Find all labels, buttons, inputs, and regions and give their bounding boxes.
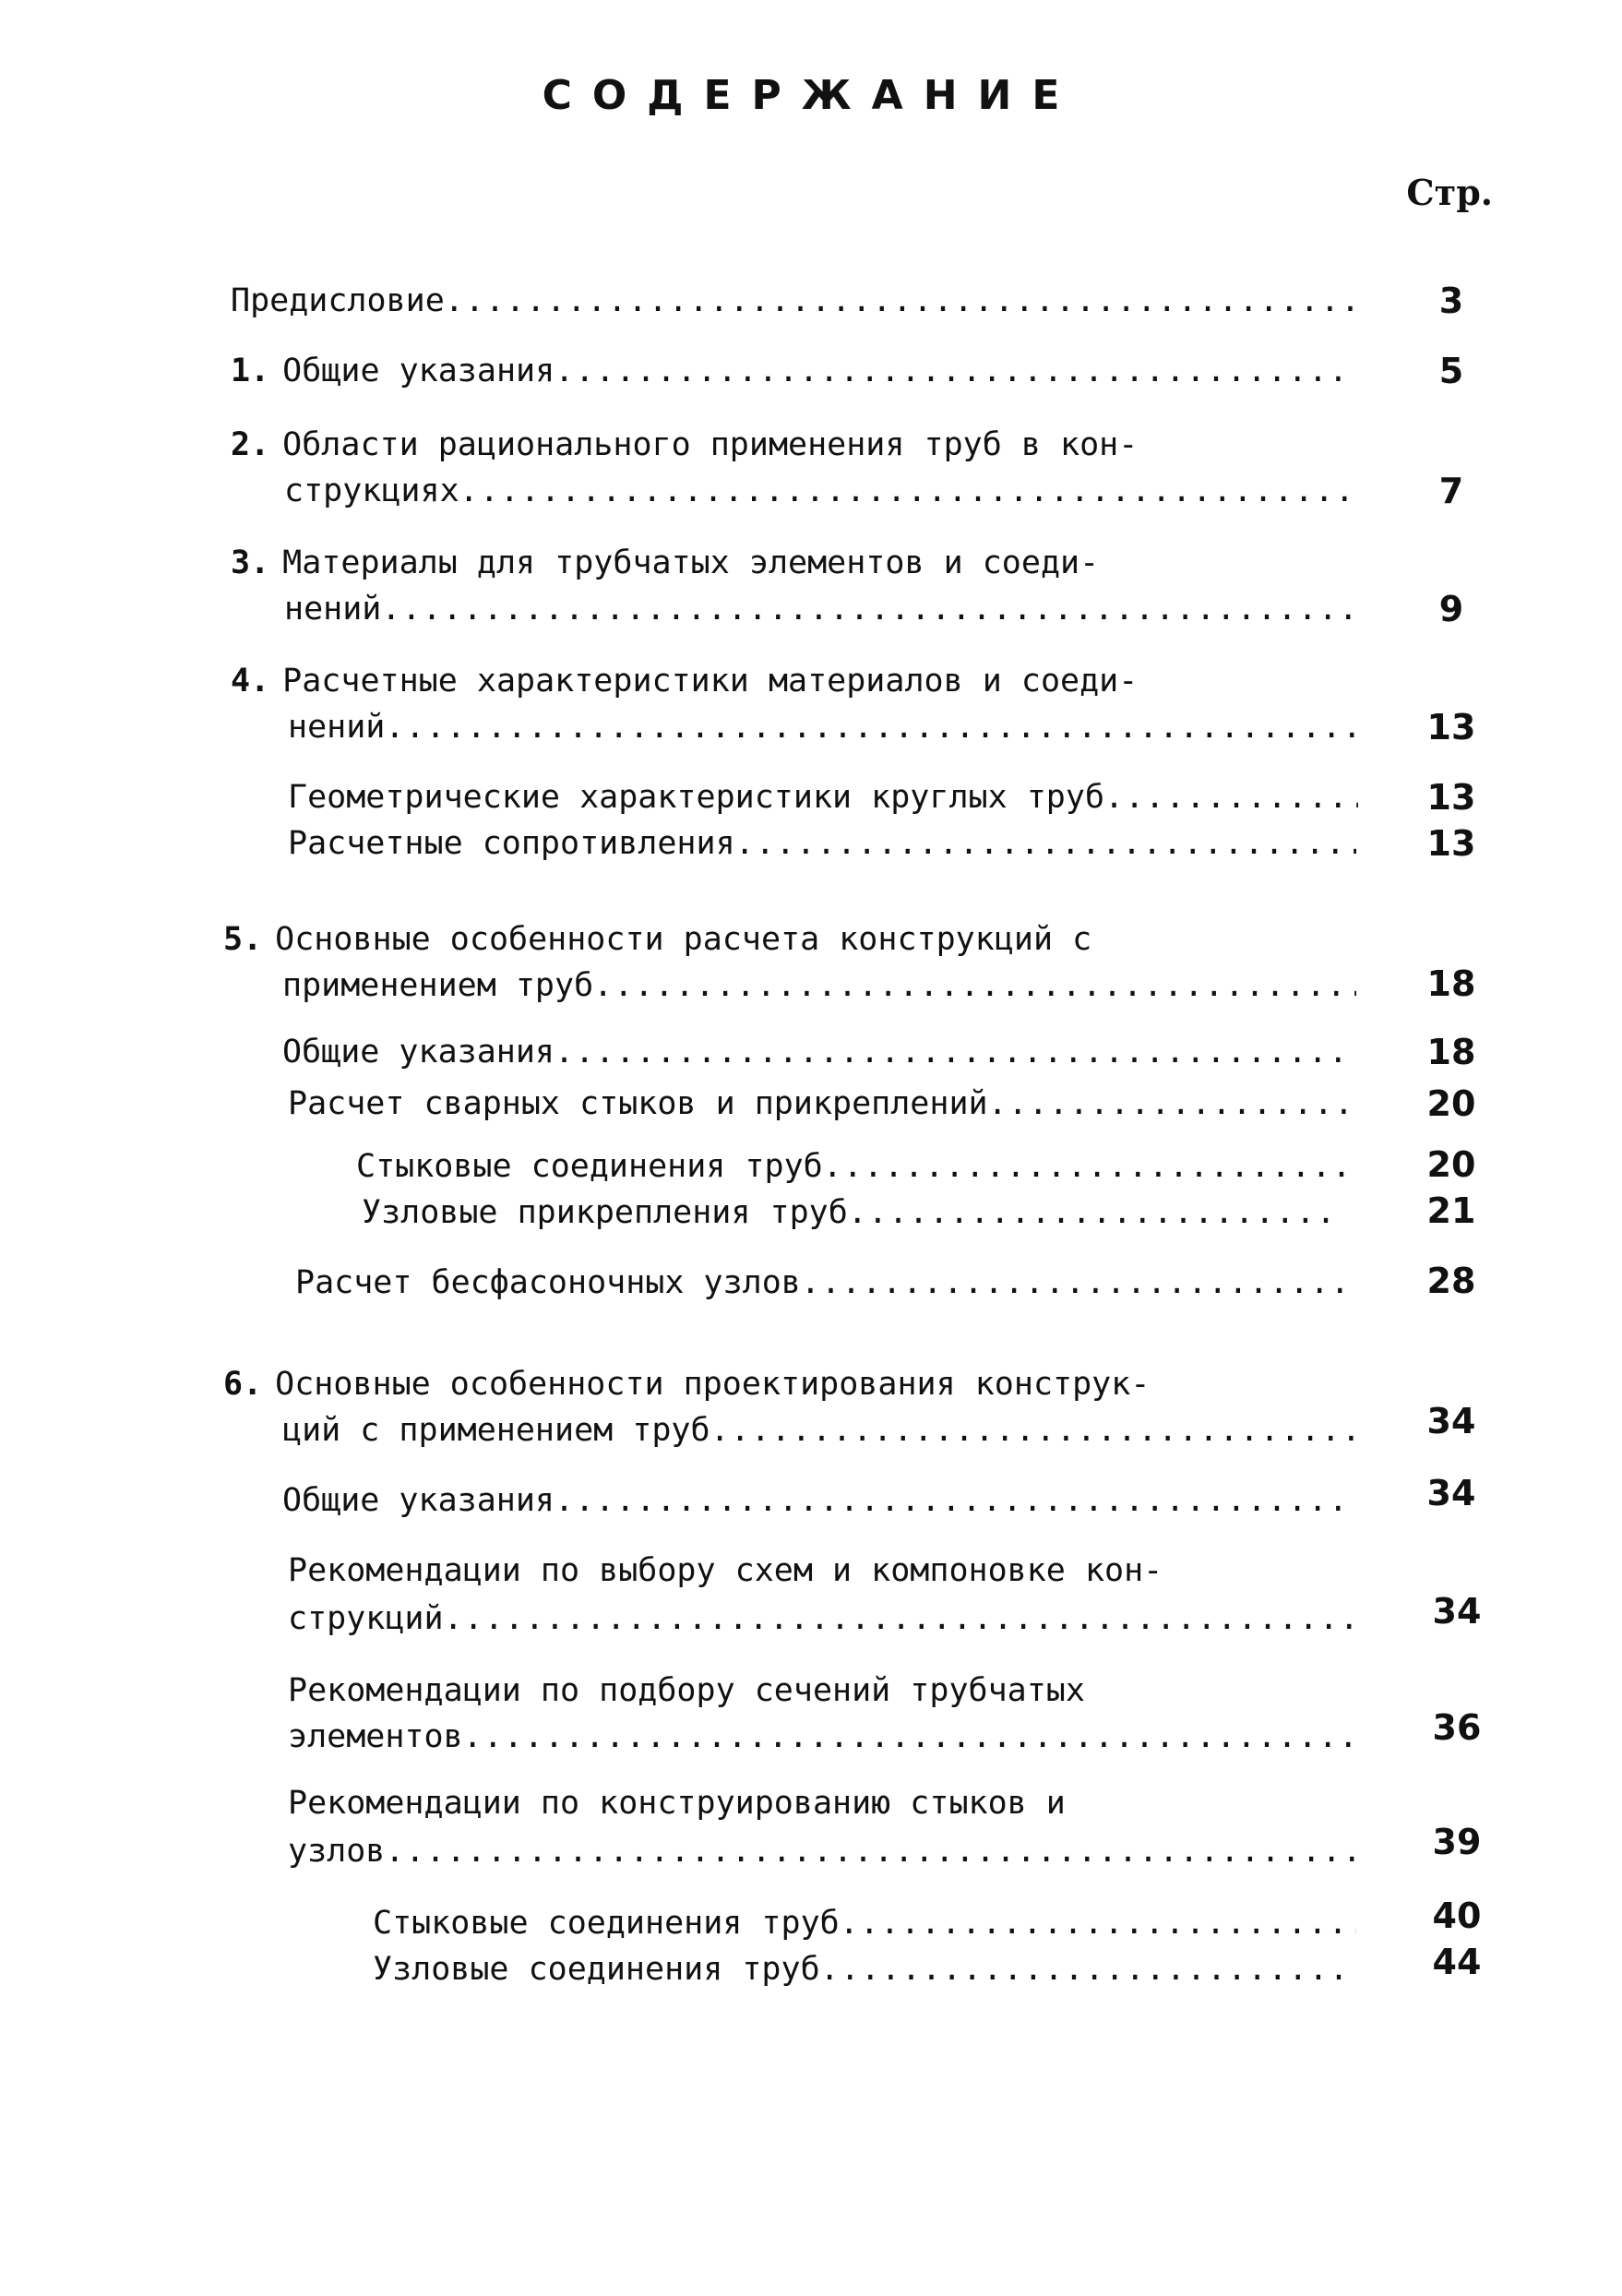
toc-page-number: 18 <box>1426 963 1476 1004</box>
toc-entry-chapter-6-line2[interactable] <box>282 1406 1356 1454</box>
toc-leader-dots <box>735 819 1356 867</box>
toc-page-number: 20 <box>1426 1083 1476 1124</box>
toc-leader-dots <box>445 277 1356 325</box>
toc-entry-chapter-3-line2[interactable] <box>284 585 1356 633</box>
toc-entry-chapter-3-line1[interactable] <box>231 539 1356 587</box>
toc-entry-text: ций с применением труб <box>282 1412 710 1449</box>
toc-chapter-number: 5. <box>223 921 263 958</box>
toc-entry-geometric-characteristics[interactable] <box>288 773 1358 821</box>
toc-entry-text: Стыковые соединения труб <box>373 1905 840 1942</box>
toc-entry-text: Расчет сварных стыков и прикреплений <box>288 1085 988 1122</box>
toc-entry-text: Узловые соединения труб <box>373 1951 820 1988</box>
toc-leader-dots <box>385 1827 1358 1875</box>
toc-entry-text: Основные особенности расчета конструкций с <box>275 921 1092 958</box>
toc-page-number: 13 <box>1426 777 1476 818</box>
toc-entry-chapter-5-line1[interactable] <box>223 915 1356 963</box>
toc-entry-text: Общие указания <box>282 1034 555 1070</box>
toc-page-number: 18 <box>1426 1032 1476 1072</box>
toc-entry-chapter-6-line1[interactable] <box>223 1360 1356 1408</box>
toc-page-number: 13 <box>1426 707 1476 747</box>
toc-leader-dots <box>555 1028 1356 1076</box>
toc-entry-text: струкций <box>288 1600 444 1637</box>
toc-entry-text: Области рационального применения труб в кон- <box>282 426 1139 463</box>
toc-page-number: 34 <box>1432 1591 1482 1632</box>
toc-entry-chapter-2-line1[interactable] <box>231 421 1356 469</box>
toc-entry-ch6-joints-line2[interactable] <box>288 1827 1358 1875</box>
toc-entry-preface[interactable] <box>231 277 1356 325</box>
toc-page-number: 40 <box>1432 1895 1482 1936</box>
toc-entry-text: нений <box>288 709 386 746</box>
toc-entry-text: Расчетные характеристики материалов и соеди- <box>282 663 1139 700</box>
toc-leader-dots <box>1104 773 1358 821</box>
toc-page-number: 34 <box>1426 1473 1476 1513</box>
toc-entry-text: Расчет бесфасоночных узлов <box>295 1264 801 1301</box>
toc-entry-text: Геометрические характеристики круглых труб <box>288 779 1105 816</box>
toc-leader-dots <box>988 1080 1356 1128</box>
toc-leader-dots <box>593 962 1356 1010</box>
toc-entry-ch5-node-attachments[interactable] <box>362 1189 1342 1237</box>
toc-entry-text: Рекомендации по конструированию стыков и <box>288 1785 1066 1822</box>
toc-leader-dots <box>801 1259 1358 1307</box>
toc-entry-chapter-5-line2[interactable] <box>282 962 1356 1010</box>
toc-entry-ch6-joints-line1[interactable] <box>288 1779 1340 1827</box>
toc-page-number: 21 <box>1426 1190 1476 1231</box>
toc-entry-design-resistance[interactable] <box>288 819 1356 867</box>
toc-entry-ch5-welds[interactable] <box>288 1080 1356 1128</box>
toc-chapter-number: 1. <box>231 353 270 389</box>
toc-leader-dots <box>555 347 1356 395</box>
toc-leader-dots <box>385 703 1356 751</box>
toc-page-number: 9 <box>1438 589 1464 629</box>
toc-entry-ch5-gussetless-nodes[interactable] <box>295 1259 1358 1307</box>
toc-chapter-number: 4. <box>231 663 270 700</box>
toc-entry-ch6-node-joints[interactable] <box>373 1945 1356 1993</box>
toc-page-number: 36 <box>1432 1707 1482 1748</box>
toc-entry-chapter-1[interactable] <box>231 347 1356 395</box>
toc-entry-chapter-4-line2[interactable] <box>288 703 1356 751</box>
toc-entry-ch5-butt-joints[interactable] <box>356 1142 1356 1190</box>
page-title: СОДЕРЖАНИЕ <box>542 72 1080 119</box>
toc-page-number: 20 <box>1426 1144 1476 1185</box>
toc-chapter-number: 3. <box>231 544 270 581</box>
toc-entry-text: применением труб <box>282 967 594 1004</box>
toc-entry-text: узлов <box>288 1833 386 1870</box>
toc-entry-ch6-general[interactable] <box>282 1477 1356 1525</box>
toc-leader-dots <box>444 1595 1356 1643</box>
toc-entry-text: Стыковые соединения труб <box>356 1148 823 1185</box>
toc-leader-dots <box>823 1142 1356 1190</box>
toc-entry-text: Материалы для трубчатых элементов и соеди- <box>282 544 1100 581</box>
toc-entry-text: Общие указания <box>282 353 555 389</box>
toc-entry-text: Рекомендации по выбору схем и компоновке кон- <box>288 1552 1163 1589</box>
toc-page-number: 44 <box>1432 1942 1482 1982</box>
toc-page-number: 13 <box>1426 823 1476 864</box>
toc-entry-text: нений <box>284 591 382 628</box>
toc-leader-dots <box>710 1406 1356 1454</box>
toc-entry-text: Предисловие <box>231 282 445 319</box>
toc-entry-ch6-sections-line2[interactable] <box>288 1713 1358 1761</box>
toc-entry-text: Расчетные сопротивления <box>288 825 735 862</box>
toc-leader-dots <box>381 585 1356 633</box>
toc-entry-ch6-schemes-line2[interactable] <box>288 1595 1356 1643</box>
toc-leader-dots <box>848 1189 1342 1237</box>
toc-entry-text: струкциях <box>284 472 459 509</box>
toc-page-number: 7 <box>1438 471 1464 511</box>
toc-leader-dots <box>463 1713 1358 1761</box>
toc-entry-chapter-4-line1[interactable] <box>231 657 1356 705</box>
toc-page-number: 34 <box>1426 1401 1476 1441</box>
toc-page-number: 28 <box>1426 1261 1476 1301</box>
toc-entry-ch6-sections-line1[interactable] <box>288 1667 1340 1715</box>
toc-entry-text: Общие указания <box>282 1482 555 1519</box>
toc-leader-dots <box>840 1899 1356 1947</box>
toc-page-number: 3 <box>1438 281 1464 321</box>
toc-leader-dots <box>820 1945 1356 1993</box>
toc-entry-ch6-butt-joints[interactable] <box>373 1899 1356 1947</box>
toc-page-number: 5 <box>1438 351 1464 391</box>
toc-leader-dots <box>555 1477 1356 1525</box>
toc-entry-text: элементов <box>288 1718 463 1755</box>
toc-entry-text: Основные особенности проектирования конструк- <box>275 1366 1151 1403</box>
toc-entry-ch5-general[interactable] <box>282 1028 1356 1076</box>
toc-entry-chapter-2-line2[interactable] <box>284 467 1356 515</box>
toc-entry-text: Рекомендации по подбору сечений трубчатых <box>288 1672 1085 1709</box>
toc-entry-ch6-schemes-line1[interactable] <box>288 1547 1358 1595</box>
toc-page-number: 39 <box>1432 1822 1482 1862</box>
toc-chapter-number: 2. <box>231 426 270 463</box>
page-column-header: Стр. <box>1406 172 1493 213</box>
toc-chapter-number: 6. <box>223 1366 263 1403</box>
toc-entry-text: Узловые прикрепления труб <box>362 1194 848 1231</box>
toc-leader-dots <box>459 467 1356 515</box>
